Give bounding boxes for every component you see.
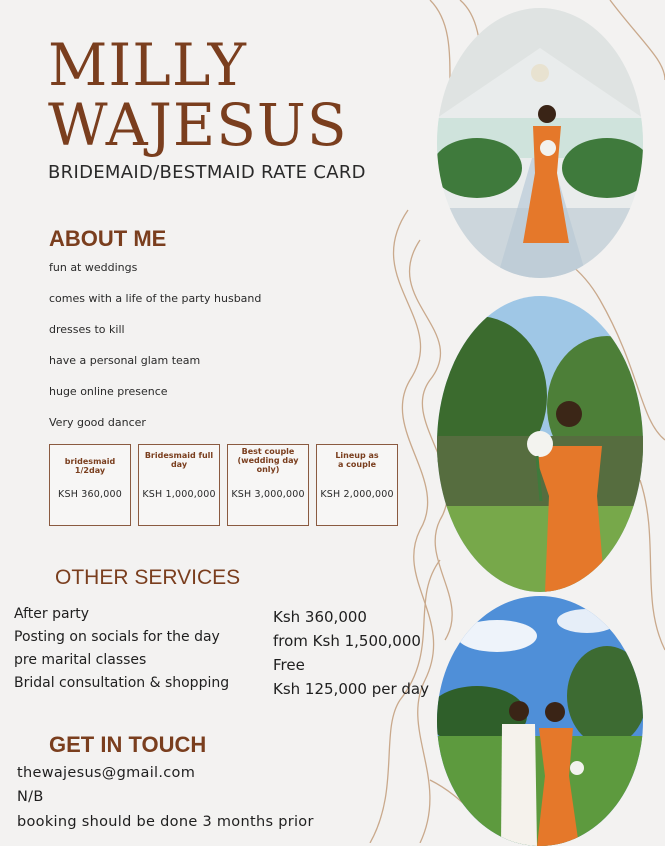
rate-card-best-couple xyxy=(227,444,309,526)
about-item: comes with a life of the party husband xyxy=(49,292,262,305)
title-first-name: MILLY xyxy=(48,31,247,99)
about-item: fun at weddings xyxy=(49,261,138,274)
rate-card-half-day xyxy=(49,444,131,526)
rate-card-full-day xyxy=(138,444,220,526)
service-name: Bridal consultation & shopping xyxy=(14,675,230,691)
rate-label: Best couple (wedding day only) xyxy=(237,447,299,474)
other-services-heading: OTHER SERVICES xyxy=(55,566,241,589)
rate-label: Lineup as a couple xyxy=(335,451,379,469)
booking-note: booking should be done 3 months prior xyxy=(17,814,314,830)
about-item: huge online presence xyxy=(49,385,168,398)
service-price: Ksh 360,000 xyxy=(273,608,367,626)
service-name: pre marital classes xyxy=(14,652,147,668)
photo-garden-lake xyxy=(437,296,643,592)
note-label: N/B xyxy=(17,789,44,805)
service-price: Free xyxy=(273,656,305,674)
service-name: After party xyxy=(14,606,90,622)
photo-couple-lawn xyxy=(437,596,643,846)
about-heading: ABOUT ME xyxy=(49,226,167,251)
rate-price: KSH 360,000 xyxy=(58,489,122,500)
about-item: dresses to kill xyxy=(49,323,125,336)
rate-price: KSH 2,000,000 xyxy=(320,489,394,500)
photo-wedding-tent xyxy=(437,8,643,278)
service-price: from Ksh 1,500,000 xyxy=(273,632,421,650)
contact-email[interactable]: thewajesus@gmail.com xyxy=(17,765,196,781)
rate-label: Bridesmaid full day xyxy=(144,451,214,469)
about-item: Very good dancer xyxy=(49,416,146,429)
service-price: Ksh 125,000 per day xyxy=(273,680,429,698)
service-name: Posting on socials for the day xyxy=(14,629,220,645)
about-item: have a personal glam team xyxy=(49,354,201,367)
rate-label: bridesmaid 1/2day xyxy=(64,457,116,475)
rate-price: KSH 3,000,000 xyxy=(231,489,305,500)
rate-price: KSH 1,000,000 xyxy=(142,489,216,500)
title-last-name: WAJESUS xyxy=(48,91,348,159)
contact-heading: GET IN TOUCH xyxy=(49,732,207,757)
rate-card-lineup xyxy=(316,444,398,526)
subtitle: BRIDEMAID/BESTMAID RATE CARD xyxy=(48,162,366,183)
